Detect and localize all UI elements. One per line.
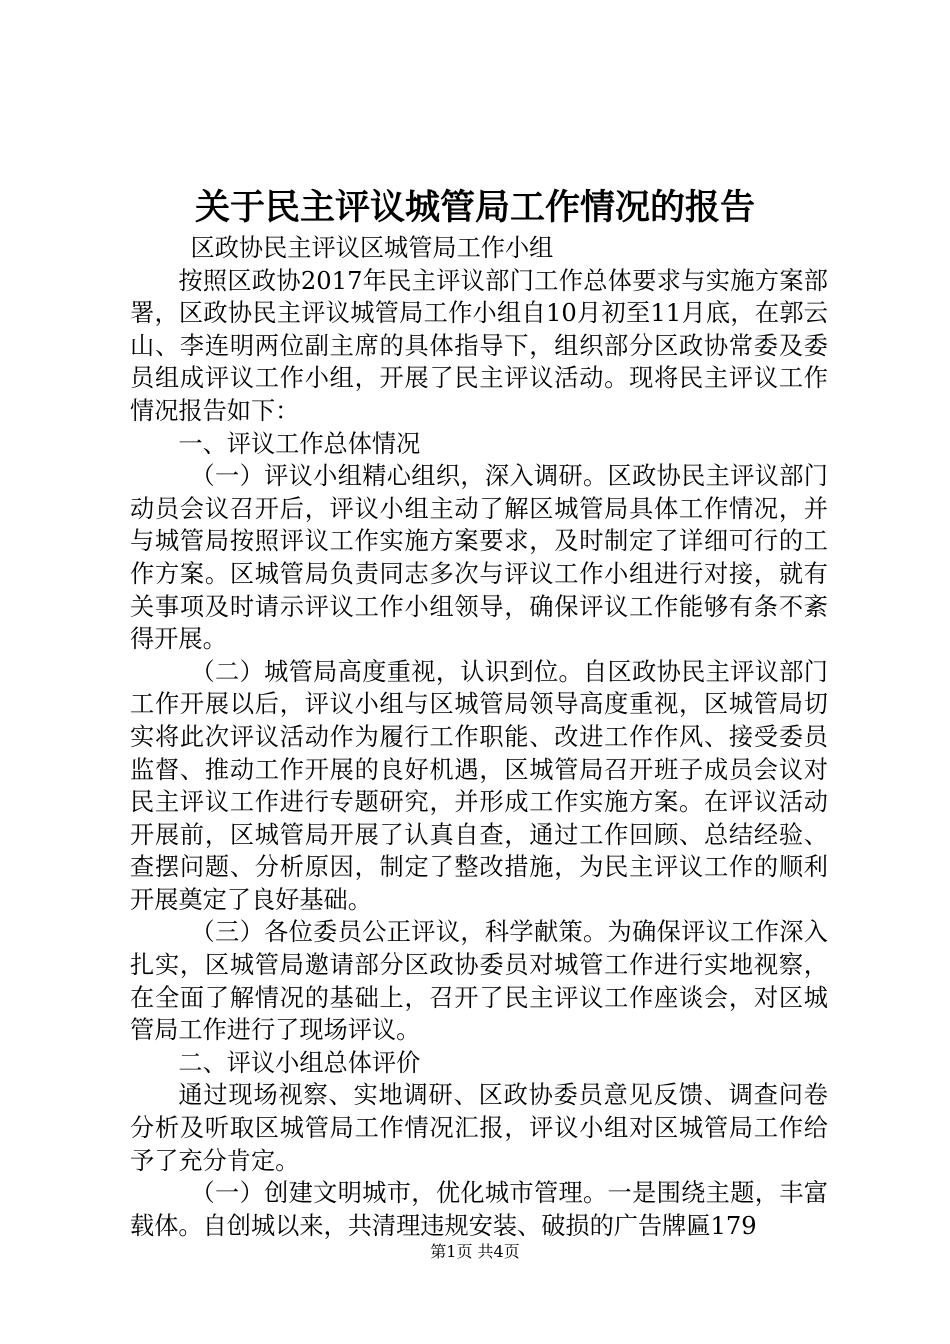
- section-heading-2: 二、评议小组总体评价: [178, 1048, 421, 1077]
- paragraph-1-1: （一）评议小组精心组织，深入调研。区政协民主评议部门动员会议召开后，评议小组主动了解区城管局具体工作情况，并与城管局按照评议工作实施方案要求，及时制定了详细可行的工作方案。区城管局负责同志多次与评议工作小组进行对接，就有关事项及时请示评议工作小组领导，确保评议工作能够有条不紊得开展。: [130, 462, 828, 654]
- document-title: 关于民主评议城管局工作情况的报告: [194, 187, 755, 228]
- intro-paragraph: 按照区政协2017年民主评议部门工作总体要求与实施方案部署，区政协民主评议城管局工作小组自10月初至11月底，在郭云山、李连明两位副主席的具体指导下，组织部分区政协常委及委员组成评议工作小组，开展了民主评议活动。现将民主评议工作情况报告如下：: [130, 266, 828, 425]
- page-footer: 第1页 共4页: [430, 1242, 520, 1261]
- paragraph-1-2: （二）城管局高度重视，认识到位。自区政协民主评议部门工作开展以后，评议小组与区城管局领导高度重视，区城管局切实将此次评议活动作为履行工作职能、改进工作作风、接受委员监督、推动工作开展的良好机遇，区城管局召开班子成员会议对民主评议工作进行专题研究，并形成工作实施方案。在评议活动开展前，区城管局开展了认真自查，通过工作回顾、总结经验、查摆问题、分析原因，制定了整改措施，为民主评议工作的顺利开展奠定了良好基础。: [130, 657, 828, 914]
- document-body: [130, 232, 828, 1242]
- paragraph-1-3: （三）各位委员公正评议，科学献策。为确保评议工作深入扎实，区城管局邀请部分区政协委员对城管工作进行实地视察，在全面了解情况的基础上，召开了民主评议工作座谈会，对区城管局工作进行了现场评议。: [130, 918, 828, 1045]
- section-heading-1: 一、评议工作总体情况: [178, 429, 421, 458]
- author-line: 区政协民主评议区城管局工作小组: [190, 234, 554, 262]
- paragraph-2-1: （一）创建文明城市，优化城市管理。一是围绕主题，丰富载体。自创城以来，共清理违规安装、破损的广告牌匾179: [130, 1179, 828, 1240]
- paragraph-2-intro: 通过现场视察、实地调研、区政协委员意见反馈、调查问卷分析及听取区城管局工作情况汇报，评议小组对区城管局工作给予了充分肯定。: [130, 1081, 828, 1175]
